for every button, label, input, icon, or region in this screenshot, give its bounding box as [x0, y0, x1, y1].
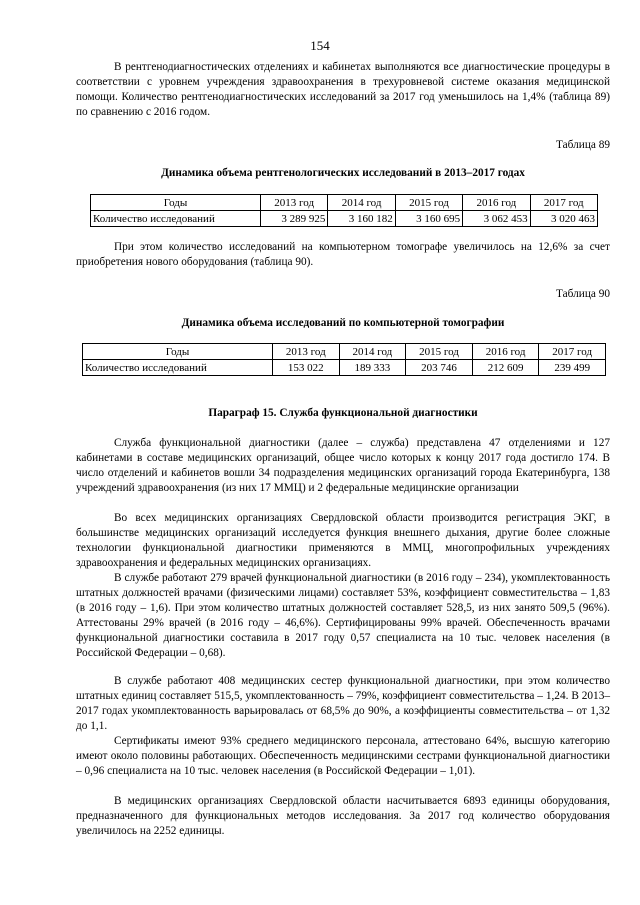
table-89-header-cell: Годы: [91, 195, 261, 211]
table-90-header-row: [83, 344, 606, 360]
table-90-header-cell: 2013 год: [273, 344, 340, 360]
table-89-header-cell: 2016 год: [463, 195, 530, 211]
body-paragraph: В медицинских организациях Свердловской области насчитывается 6893 единицы оборудования, предназначенного для функциональных методов исследования. За 2017 год количество оборудования увеличилось на 2252 единицы.: [76, 795, 610, 837]
table-89-cell: 3 062 453: [463, 211, 530, 227]
table-90-header-cell: 2016 год: [472, 344, 539, 360]
body-paragraph: Во всех медицинских организациях Свердловской области производится регистрация ЭКГ, в большинстве медицинских организаций исследуется функция внешнего дыхания, другие более сложные технологии функциональной диагностики применяются в ММЦ, многопрофильных учреждениях здравоохранения и федеральных медицинских организациях.: [76, 512, 610, 569]
section-heading: Параграф 15. Служба функциональной диагностики: [208, 407, 478, 419]
table-90-cell: 239 499: [539, 360, 606, 376]
table-89-header-row: [91, 195, 598, 211]
body-paragraph: В службе работают 408 медицинских сестер функциональной диагностики, при этом количество штатных единиц составляет 515,5, укомплектованность – 79%, коэффициент совместительства – 1,24. В 2013–2017 годах укомплектованность варьировалась от 68,5% до 90%, а коэффициенты совместительства – от 1,32 до 1,1.: [76, 675, 610, 732]
table-90-cell: 203 746: [406, 360, 473, 376]
table-90-header-cell: 2017 год: [539, 344, 606, 360]
table-89: [90, 194, 598, 227]
table-89-label: Таблица 89: [556, 139, 610, 151]
table-90-data-row: [83, 360, 606, 376]
table-90-header-cell: 2015 год: [406, 344, 473, 360]
body-paragraph: Сертификаты имеют 93% среднего медицинского персонала, аттестовано 64%, высшую категорию имеют около половины работающих. Обеспеченность медицинскими сестрами функциональной диагностики – 0,96 специалиста на 10 тыс. человек населения (в Российской Федерации – 1,01).: [76, 735, 610, 777]
table-89-header-cell: 2017 год: [530, 195, 597, 211]
table-90-cell: 212 609: [472, 360, 539, 376]
table-90-label: Таблица 90: [556, 288, 610, 300]
table-90: [82, 343, 606, 376]
table-89-cell: 3 289 925: [261, 211, 328, 227]
table-89-row-label: Количество исследований: [91, 211, 261, 227]
table-90-row-label: Количество исследований: [83, 360, 273, 376]
table-90-title: Динамика объема исследований по компьютерной томографии: [181, 317, 505, 329]
table-89-cell: 3 020 463: [530, 211, 597, 227]
table-89-cell: 3 160 182: [328, 211, 395, 227]
body-paragraph: В службе работают 279 врачей функциональной диагностики (в 2016 году – 234), укомплектованность штатных должностей врачами (физическими лицами) составляет 53%, коэффициент совместительства – 1,83 (в 2016 году – 1,6). При этом количество штатных должностей составляет 528,5, из них занято 509,5 (96%). Аттестованы 29% врачей (в 2016 году – 46,6%). Сертифицированы 99% врачей. Обеспеченность врачами функциональной диагностики составила в 2017 году 0,57 специалиста на 10 тыс. человек населения (в Российской Федерации – 0,68).: [76, 572, 610, 659]
table-89-header-cell: 2015 год: [395, 195, 462, 211]
page-number: 154: [310, 38, 330, 53]
table-90-header-cell: 2014 год: [339, 344, 406, 360]
intro-paragraph: В рентгенодиагностических отделениях и кабинетах выполняются все диагностические процедуры в соответствии с уровнем учреждения здравоохранения в трехуровневой системе оказания медицинской помощи. Количество рентгенодиагностических исследований за 2017 год уменьшилось на 1,4% (таблица 89) по сравнению с 2016 годом.: [76, 61, 610, 118]
table-89-header-cell: 2014 год: [328, 195, 395, 211]
table-89-header-cell: 2013 год: [261, 195, 328, 211]
table-90-header-cell: Годы: [83, 344, 273, 360]
table-89-cell: 3 160 695: [395, 211, 462, 227]
table-89-data-row: [91, 211, 598, 227]
ct-paragraph: При этом количество исследований на компьютерном томографе увеличилось на 12,6% за счет приобретения нового оборудования (таблица 90).: [76, 241, 610, 268]
body-paragraph: Служба функциональной диагностики (далее – служба) представлена 47 отделениями и 127 кабинетами в составе медицинских организаций, общее число которых к концу 2017 года достигло 174. В число отделений и кабинетов вошли 34 подразделения медицинских организаций города Екатеринбурга, 138 учреждений здравоохранения (из них 17 ММЦ) и 2 федеральные медицинские организации: [76, 437, 610, 494]
table-90-cell: 189 333: [339, 360, 406, 376]
table-90-cell: 153 022: [273, 360, 340, 376]
table-89-title: Динамика объема рентгенологических исследований в 2013–2017 годах: [161, 167, 525, 179]
